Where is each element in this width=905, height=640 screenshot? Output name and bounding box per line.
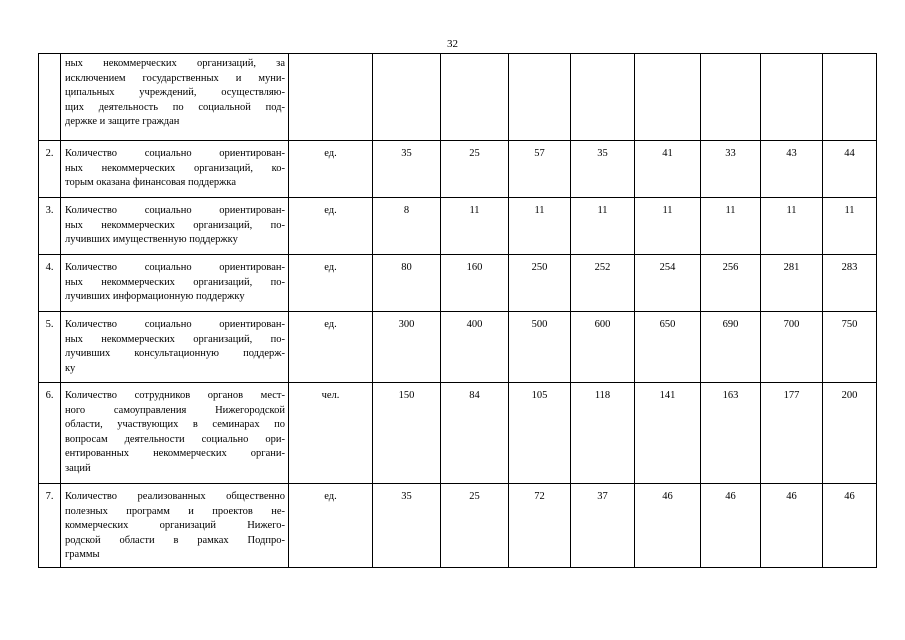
value-cell: 43 bbox=[761, 141, 823, 198]
value-cell: 118 bbox=[571, 383, 635, 484]
unit-cell: ед. bbox=[289, 312, 373, 383]
indicator-name-line: Количество сотрудников органов мест- bbox=[65, 390, 285, 401]
indicator-name-line: коммерческих организаций Нижего- bbox=[65, 520, 285, 532]
value-cell: 177 bbox=[761, 383, 823, 484]
indicator-name-line: Количество социально ориентирован- bbox=[65, 205, 285, 216]
value-cell: 11 bbox=[635, 198, 701, 255]
indicator-name-line: держке и защите граждан bbox=[65, 116, 180, 128]
table-row bbox=[39, 54, 877, 141]
indicator-name-line: Количество социально ориентирован- bbox=[65, 262, 285, 273]
row-number: 4. bbox=[39, 255, 61, 312]
table-row bbox=[39, 312, 877, 383]
value-cell: 252 bbox=[571, 255, 635, 312]
value-cell: 35 bbox=[373, 141, 441, 198]
indicator-name-line: исключением государственных и муни- bbox=[65, 72, 285, 84]
value-cell: 35 bbox=[571, 141, 635, 198]
indicator-name-line: ных некоммерческих организаций, ко- bbox=[65, 162, 285, 174]
unit-cell: ед. bbox=[289, 255, 373, 312]
indicator-name bbox=[61, 312, 289, 383]
indicator-name bbox=[61, 255, 289, 312]
indicator-name-line: Количество социально ориентирован- bbox=[65, 148, 285, 159]
value-cell bbox=[441, 54, 509, 141]
value-cell: 11 bbox=[509, 198, 571, 255]
value-cell bbox=[509, 54, 571, 141]
value-cell bbox=[823, 54, 877, 141]
value-cell: 700 bbox=[761, 312, 823, 383]
value-cell: 650 bbox=[635, 312, 701, 383]
value-cell: 690 bbox=[701, 312, 761, 383]
value-cell: 141 bbox=[635, 383, 701, 484]
row-number bbox=[39, 54, 61, 141]
value-cell: 750 bbox=[823, 312, 877, 383]
indicator-name-line: торым оказана финансовая поддержка bbox=[65, 177, 237, 189]
value-cell: 46 bbox=[823, 484, 877, 568]
value-cell bbox=[701, 54, 761, 141]
value-cell: 11 bbox=[761, 198, 823, 255]
value-cell: 35 bbox=[373, 484, 441, 568]
indicator-name bbox=[61, 54, 289, 141]
value-cell: 37 bbox=[571, 484, 635, 568]
indicator-name-line: полезных программ и проектов не- bbox=[65, 505, 285, 517]
table-row bbox=[39, 198, 877, 255]
indicator-name-line: области, участвующих в семинарах по bbox=[65, 419, 285, 431]
value-cell: 11 bbox=[441, 198, 509, 255]
value-cell: 150 bbox=[373, 383, 441, 484]
value-cell: 500 bbox=[509, 312, 571, 383]
indicator-name-line: ного самоуправления Нижегородской bbox=[65, 404, 285, 416]
indicator-name-line: ных некоммерческих организаций, по- bbox=[65, 333, 285, 345]
value-cell: 11 bbox=[701, 198, 761, 255]
table-row bbox=[39, 383, 877, 484]
value-cell: 44 bbox=[823, 141, 877, 198]
value-cell: 300 bbox=[373, 312, 441, 383]
indicator-name-line: ку bbox=[65, 362, 76, 374]
unit-cell: чел. bbox=[289, 383, 373, 484]
row-number: 7. bbox=[39, 484, 61, 568]
value-cell: 163 bbox=[701, 383, 761, 484]
value-cell: 254 bbox=[635, 255, 701, 312]
indicator-name-line: Количество социально ориентирован- bbox=[65, 319, 285, 330]
indicator-name-line: родской области в рамках Подпро- bbox=[65, 534, 285, 546]
unit-cell: ед. bbox=[289, 198, 373, 255]
value-cell: 57 bbox=[509, 141, 571, 198]
page-number: 32 bbox=[447, 38, 458, 50]
indicator-name bbox=[61, 484, 289, 568]
value-cell: 46 bbox=[635, 484, 701, 568]
value-cell: 250 bbox=[509, 255, 571, 312]
value-cell bbox=[373, 54, 441, 141]
value-cell: 25 bbox=[441, 141, 509, 198]
value-cell: 400 bbox=[441, 312, 509, 383]
table-row bbox=[39, 255, 877, 312]
value-cell: 256 bbox=[701, 255, 761, 312]
value-cell bbox=[571, 54, 635, 141]
value-cell: 200 bbox=[823, 383, 877, 484]
indicator-name-line: щих деятельность по социальной под- bbox=[65, 101, 285, 113]
value-cell bbox=[761, 54, 823, 141]
unit-cell: ед. bbox=[289, 141, 373, 198]
indicator-name-line: ных некоммерческих организаций, по- bbox=[65, 276, 285, 288]
table-row bbox=[39, 141, 877, 198]
value-cell: 72 bbox=[509, 484, 571, 568]
table-row bbox=[39, 484, 877, 568]
value-cell: 46 bbox=[761, 484, 823, 568]
row-number: 3. bbox=[39, 198, 61, 255]
indicator-name-line: лучивших консультационную поддерж- bbox=[65, 348, 285, 360]
value-cell: 283 bbox=[823, 255, 877, 312]
indicator-name bbox=[61, 141, 289, 198]
value-cell: 80 bbox=[373, 255, 441, 312]
indicators-table bbox=[38, 53, 877, 568]
indicator-name-line: вопросам деятельности социально ори- bbox=[65, 433, 285, 445]
value-cell: 281 bbox=[761, 255, 823, 312]
value-cell: 41 bbox=[635, 141, 701, 198]
value-cell: 25 bbox=[441, 484, 509, 568]
indicator-name bbox=[61, 383, 289, 484]
indicator-name bbox=[61, 198, 289, 255]
value-cell: 8 bbox=[373, 198, 441, 255]
value-cell: 600 bbox=[571, 312, 635, 383]
value-cell: 33 bbox=[701, 141, 761, 198]
row-number: 6. bbox=[39, 383, 61, 484]
row-number: 5. bbox=[39, 312, 61, 383]
value-cell: 11 bbox=[571, 198, 635, 255]
indicator-name-line: ных некоммерческих организаций, по- bbox=[65, 219, 285, 231]
row-number: 2. bbox=[39, 141, 61, 198]
indicator-name-line: лучивших информационную поддержку bbox=[65, 291, 245, 303]
indicator-name-line: ных некоммерческих организаций, за bbox=[65, 58, 285, 69]
indicator-name-line: ентированных некоммерческих органи- bbox=[65, 448, 285, 460]
value-cell: 160 bbox=[441, 255, 509, 312]
indicator-name-line: ципальных учреждений, осуществляю- bbox=[65, 87, 285, 99]
unit-cell: ед. bbox=[289, 484, 373, 568]
value-cell bbox=[635, 54, 701, 141]
value-cell: 84 bbox=[441, 383, 509, 484]
value-cell: 46 bbox=[701, 484, 761, 568]
value-cell: 11 bbox=[823, 198, 877, 255]
indicator-name-line: заций bbox=[65, 462, 91, 474]
indicator-name-line: граммы bbox=[65, 549, 100, 561]
unit-cell bbox=[289, 54, 373, 141]
indicator-name-line: лучивших имущественную поддержку bbox=[65, 234, 238, 246]
value-cell: 105 bbox=[509, 383, 571, 484]
indicator-name-line: Количество реализованных общественно bbox=[65, 491, 285, 502]
